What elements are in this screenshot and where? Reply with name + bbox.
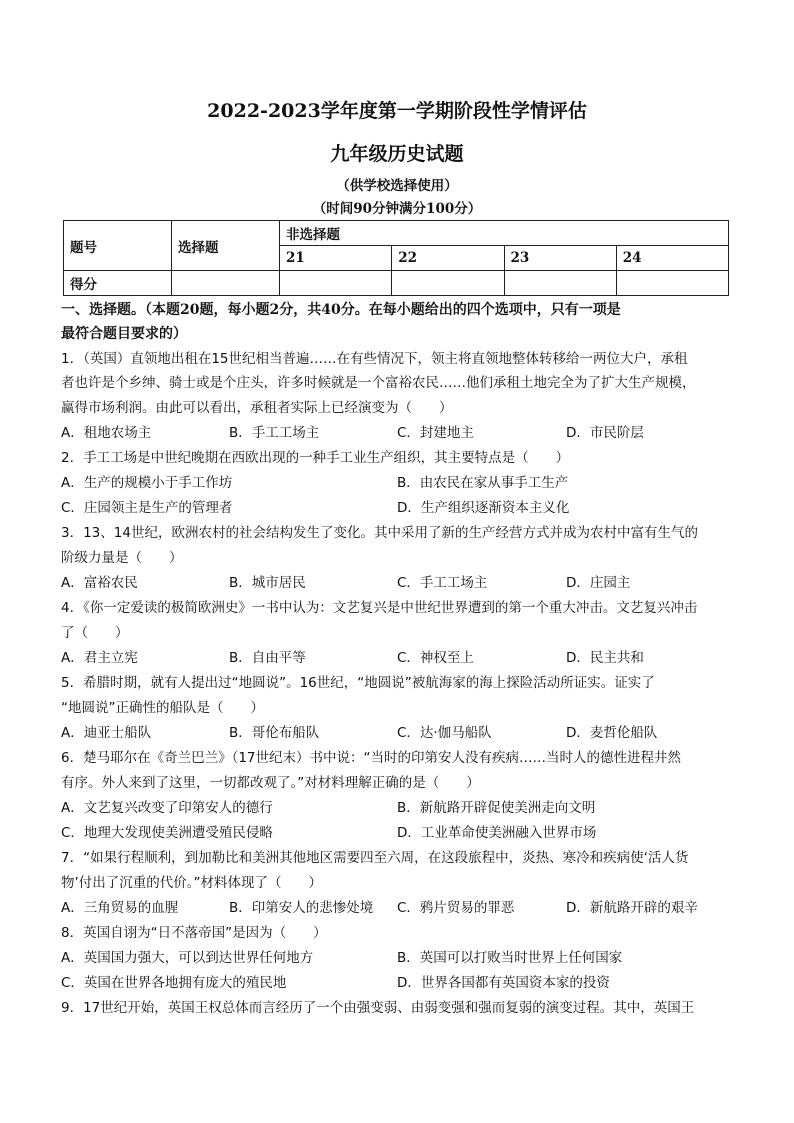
score-cell-24 <box>616 271 728 296</box>
question-3-line: 阶级力量是（ ） <box>61 550 183 566</box>
question-6-option-c: C．地理大发现使美洲遭受殖民侵略 <box>61 825 273 841</box>
question-5-line: “地圆说”正确性的船队是（ ） <box>61 700 264 716</box>
label-choice: 选择题 <box>172 221 280 271</box>
score-cell-21 <box>280 271 392 296</box>
question-6-line: 有序。外人来到了这里，一切都改观了。”对材料理解正确的是（ ） <box>61 775 480 791</box>
question-col-22: 22 <box>392 246 504 271</box>
usage-note: （供学校选择使用） <box>336 178 458 194</box>
question-3-option-d: D．庄园主 <box>566 575 631 591</box>
time-note: （时间90分钟满分100分） <box>312 201 482 217</box>
question-5-option-c: C．达·伽马船队 <box>397 725 492 741</box>
question-1-option-b: B．手工工场主 <box>229 425 320 441</box>
question-6-option-d: D．工业革命使美洲融入世界市场 <box>397 825 597 841</box>
question-5-line: 5．希腊时期，就有人提出过“地圆说”。16世纪，“地圆说”被航海家的海上探险活动所证实。证实了 <box>61 675 655 691</box>
question-7-option-d: D．新航路开辟的艰辛 <box>566 900 698 916</box>
question-7-line: 7．“如果行程顺利，到加勒比和美洲其他地区需要四至六周，在这段旅程中，炎热、寒冷和疾病使‘活人货 <box>61 850 689 866</box>
question-2-option-c: C．庄园领主是生产的管理者 <box>61 500 233 516</box>
score-cell-22 <box>392 271 504 296</box>
question-1-line: 赢得市场利润。由此可以看出，承租者实际上已经演变为（ ） <box>61 400 453 416</box>
question-5-option-b: B．哥伦布船队 <box>229 725 320 741</box>
question-col-24: 24 <box>616 246 728 271</box>
question-1-line: 者也许是个乡绅、骑士或是个庄头，许多时候就是一个富裕农民……他们承租土地完全为了扩大生产规模， <box>61 375 696 391</box>
section-heading-cont: 最符合题目要求的） <box>61 326 187 342</box>
question-4-option-d: D．民主共和 <box>566 650 644 666</box>
score-cell-23 <box>504 271 616 296</box>
question-5-option-d: D．麦哲伦船队 <box>566 725 658 741</box>
label-score: 得分 <box>64 271 172 296</box>
question-2-option-d: D．生产组织逐渐资本主义化 <box>397 500 570 516</box>
question-8-option-a: A．英国国力强大，可以到达世界任何地方 <box>61 950 314 966</box>
label-nonchoice: 非选择题 <box>280 221 729 246</box>
question-7-option-c: C．鸦片贸易的罪恶 <box>397 900 515 916</box>
question-2-option-a: A．生产的规模小于手工作坊 <box>61 475 233 491</box>
question-4-option-c: C．神权至上 <box>397 650 474 666</box>
question-3-option-c: C．手工工场主 <box>397 575 488 591</box>
question-3-option-a: A．富裕农民 <box>61 575 138 591</box>
question-col-21: 21 <box>280 246 392 271</box>
question-8-option-d: D．世界各国都有英国资本家的投资 <box>397 975 610 991</box>
question-6-line: 6．楚马耶尔在《奇兰巴兰》（17世纪末）书中说：“当时的印第安人没有疾病……当时人的德性进程井然 <box>61 750 682 766</box>
question-1-option-a: A．租地农场主 <box>61 425 152 441</box>
question-6-option-a: A．文艺复兴改变了印第安人的德行 <box>61 800 273 816</box>
question-7-option-b: B．印第安人的悲惨处境 <box>229 900 374 916</box>
question-3-line: 3．13、14世纪，欧洲农村的社会结构发生了变化。其中采用了新的生产经营方式并成为农村中富有生气的 <box>61 525 698 541</box>
question-4-line: 4．《你一定爱读的极简欧洲史》一书中认为：文艺复兴是中世纪世界遭到的第一个重大冲击。文艺复兴冲击 <box>61 600 698 616</box>
question-7-line: 物’付出了沉重的代价。”材料体现了（ ） <box>61 875 323 891</box>
score-cell-choice <box>172 271 280 296</box>
question-4-line: 了（ ） <box>61 625 129 641</box>
question-8-option-b: B．英国可以打败当时世界上任何国家 <box>397 950 623 966</box>
question-6-option-b: B．新航路开辟促使美洲走向文明 <box>397 800 596 816</box>
question-1-option-c: C．封建地主 <box>397 425 474 441</box>
question-5-option-a: A．迪亚士船队 <box>61 725 152 741</box>
question-7-option-a: A．三角贸易的血腥 <box>61 900 179 916</box>
section-heading: 一、选择题。（本题20题，每小题2分，共40分。在每小题给出的四个选项中，只有一项是 <box>61 302 621 318</box>
question-9-line: 9．17世纪开始，英国王权总体而言经历了一个由强变弱、由弱变强和强而复弱的演变过程。其中，英国王 <box>61 1000 695 1016</box>
label-question-number: 题号 <box>64 221 172 271</box>
question-4-option-b: B．自由平等 <box>229 650 306 666</box>
exam-title: 2022-2023学年度第一学期阶段性学情评估 <box>207 100 587 122</box>
question-2-option-b: B．由农民在家从事手工生产 <box>397 475 569 491</box>
question-2-line: 2．手工工场是中世纪晚期在西欧出现的一种手工业生产组织，其主要特点是（ ） <box>61 450 570 466</box>
question-1-option-d: D．市民阶层 <box>566 425 644 441</box>
score-table <box>63 220 729 296</box>
question-4-option-a: A．君主立宪 <box>61 650 138 666</box>
question-8-option-c: C．英国在世界各地拥有庞大的殖民地 <box>61 975 287 991</box>
question-3-option-b: B．城市居民 <box>229 575 306 591</box>
question-1-line: 1．（英国）直领地出租在15世纪相当普遍……在有些情况下，领主将直领地整体转移给一两位大户，承租 <box>61 351 688 367</box>
question-col-23: 23 <box>504 246 616 271</box>
question-8-line: 8．英国自诩为“日不落帝国”是因为（ ） <box>61 925 327 941</box>
exam-subtitle: 九年级历史试题 <box>330 143 464 165</box>
